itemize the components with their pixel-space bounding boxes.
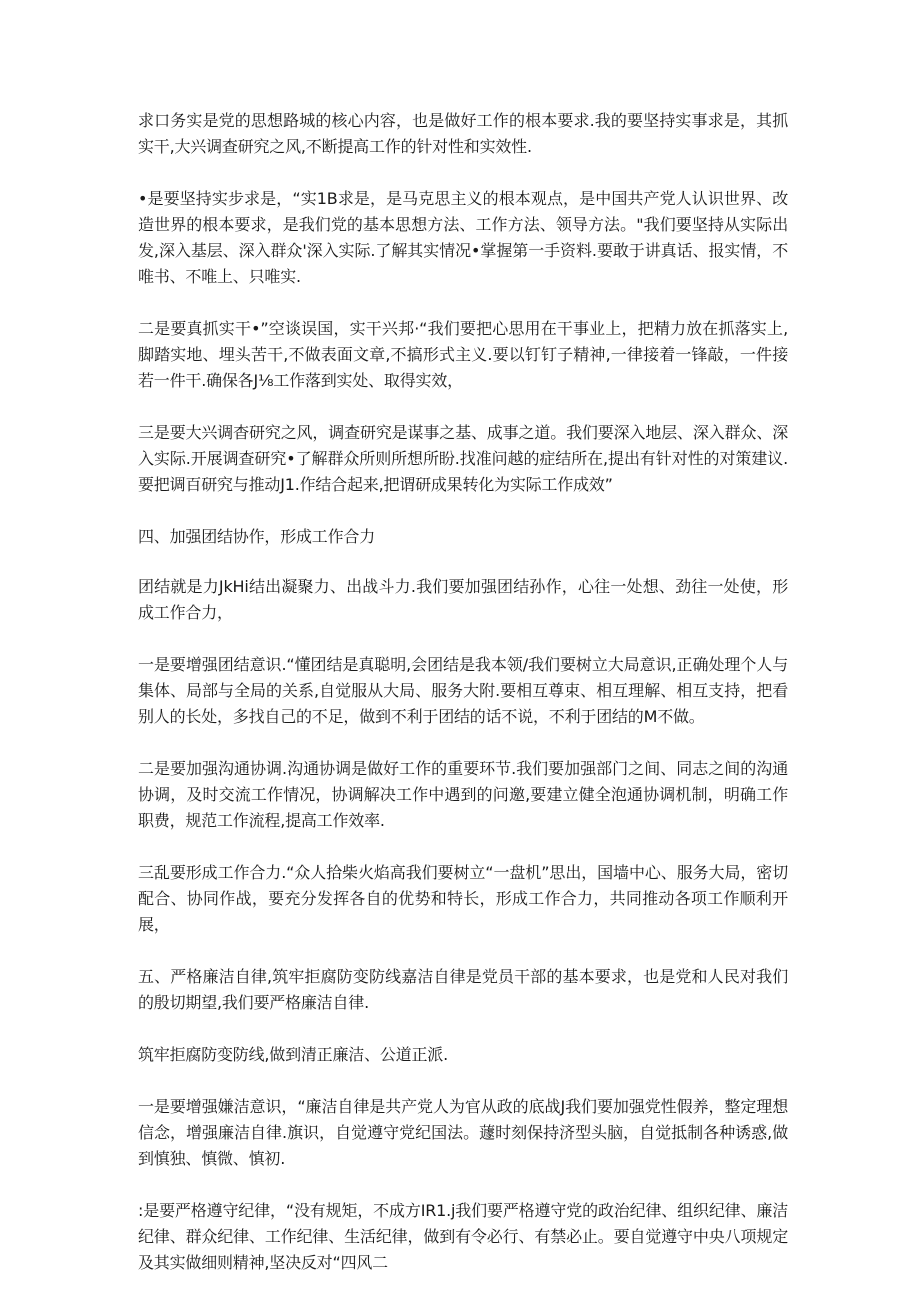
- paragraph-1: 求口务实是党的思想路城的核心内容，也是做好工作的根本要求.我的要坚持实事求是，其抓实干,大兴调查研究之风,不断提高工作的针对性和实效性.: [138, 111, 788, 156]
- paragraph-11: 筑牢拒腐防变防线,做到清正廉洁、公道正派.: [138, 1045, 448, 1064]
- paragraph-2: •是要坚持实步求是，“实1B求是，是马克思主义的根本观点，是中国共产党人认识世界、改造世界的根本要求，是我们党的基本思想方法、工作方法、领导方法。"我们要坚持从实际出发,深入基层、深入群众'深入实际.了解其实情况•掌握第一手资料.要敢于讲真话、报实情，不唯书、不唯上、只唯实.: [138, 189, 788, 286]
- paragraph-10: 五、严格廉洁自律,筑牢拒腐防变防线嘉洁自律是党员干部的基本要求，也是党和人民对我们的殷切期望,我们要严格廉洁自律.: [138, 967, 788, 1012]
- paragraph-12: 一是要增强嫌洁意识，“廉洁自律是共产党人为官从政的底战J我们要加强党性假养，整定理想信念，增强廉洁自律.旗识，自觉遵守党纪国法。蘧时刻保持济型头脑，自觉抵制各种诱惑,做到慎独、慎微、慎初.: [138, 1097, 788, 1168]
- paragraph-9: 三乱要形成工作合力.“众人拾柴火焰高我们要树立“一盘机”思出，国墙中心、服务大局，密切配合、协同作战，要充分发挥各自的优势和特长，形成工作合力，共同推动各项工作顺利开展，: [138, 863, 788, 934]
- section-heading-4: 四、加强团结协作，形成工作合力: [138, 527, 376, 546]
- paragraph-4: 三是要大兴调杳研究之风，调查研究是谋事之基、成事之道。我们要深入地层、深入群众、深入实际.开展调查研究•了解群众所则所想所盼.找准问越的症结所在,提出有针对性的对策建议.要把调百研究与推动J1.作结合起来,把谓研成果转化为实际工作成效”: [138, 423, 788, 494]
- document-body: [138, 108, 788, 1302]
- paragraph-7: 一是要增强团结意识.“懂团结是真聪明,会团结是我本领/我们要树立大局意识,正确处理个人与集体、局部与全局的关系,自觉服从大局、服务大附.要相互尊束、相互理解、相互支持，把看别人的长处，多找自己的不足，做到不利于团结的话不说，不利于团结的M不做。: [138, 655, 788, 726]
- paragraph-13: :是要严格遵守纪律，“没有规矩，不成方IR1.j我们要严格遵守党的政治纪律、组织纪律、廉洁纪律、群众纪律、工作纪律、生活纪律，做到有令必行、有禁必止。要自觉遵守中央八项规定及其实做细则精神,坚决反对“四风二: [138, 1201, 788, 1272]
- paragraph-3: 二是要真抓实干•”空谈误国，实干兴邦·“我们要把心思用在干事业上，把精力放在抓落实上,脚踏实地、埋头苦干,不做表面文章,不搞形式主义.要以钉钉子精神,一律接着一锋敲，一件接若一件干.确保各J⅛工作落到实处、取得实效，: [138, 319, 788, 390]
- paragraph-6: 团结就是力JkHi结出凝聚力、出战斗力.我们要加强团结孙作，心往一处想、劲往一处使，形成工作合力，: [138, 577, 788, 622]
- paragraph-8: 二是要加强沟通协调.沟通协调是做好工作的重要环节.我们要加强部门之间、同志之间的沟通协调，及时交流工作情况，协调解决工作中遇到的问邀,要建立健全泡通协调机制，明确工作职费，规范工作流程,提高工作效率.: [138, 759, 788, 830]
